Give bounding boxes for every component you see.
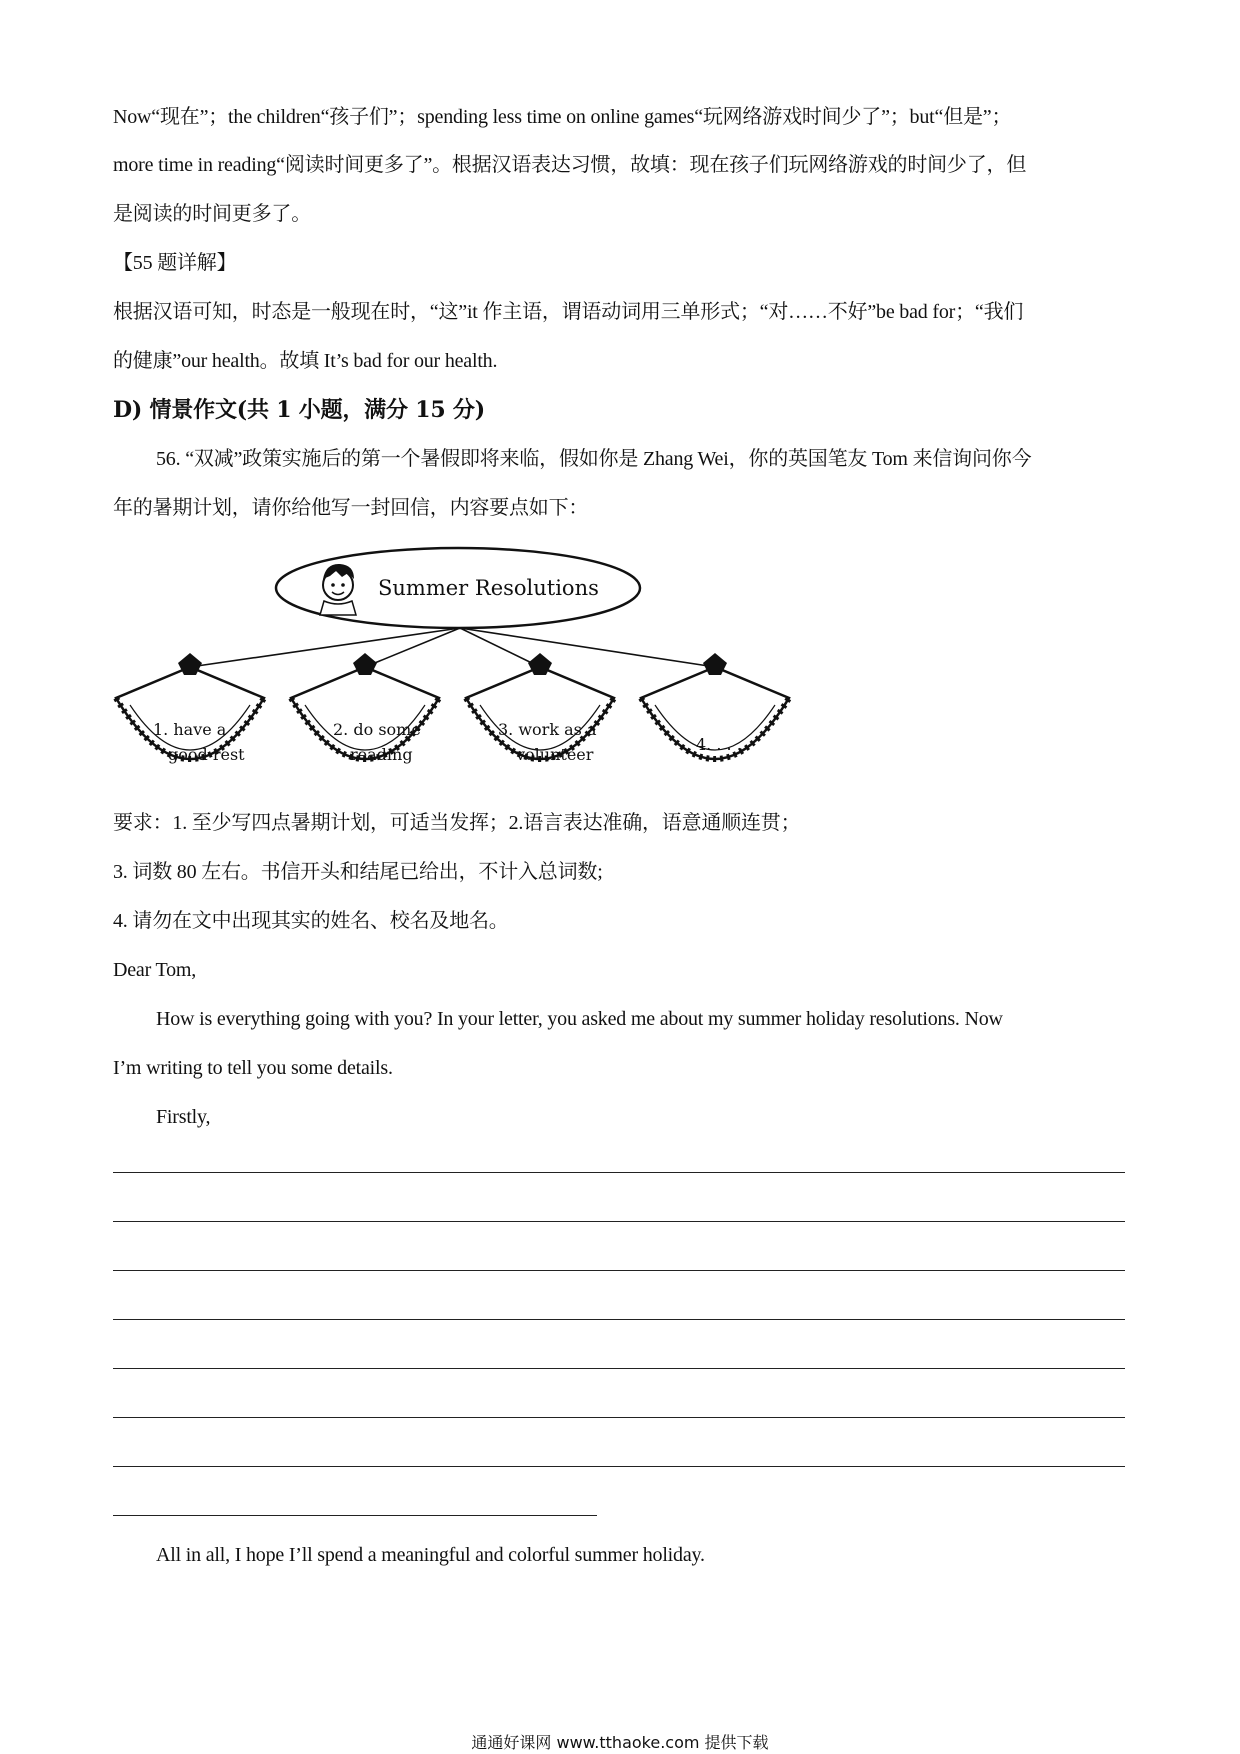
- fan-1-line-2: good rest: [168, 745, 245, 764]
- answer-explanation-line-2: more time in reading“阅读时间更多了”。根据汉语表达习惯，故填：现在孩子们玩网络游戏的时间少了，但: [113, 154, 1027, 176]
- letter-paragraph-line-1: How is everything going with you? In your letter, you asked me about my summer holiday resolutions. Now: [156, 1008, 1003, 1030]
- requirement-line-1: 要求：1. 至少写四点暑期计划，可适当发挥；2.语言表达准确，语意通顺连贯；: [113, 812, 801, 834]
- resolution-fan-1: [116, 653, 264, 764]
- question-55-explanation-line-2: 的健康”our health。故填 It’s bad for our health.: [113, 350, 498, 372]
- writing-line: [113, 1466, 1125, 1467]
- answer-explanation-line-3: 是阅读的时间更多了。: [113, 203, 311, 225]
- letter-closing: All in all, I hope I’ll spend a meaningful and colorful summer holiday.: [156, 1544, 705, 1566]
- writing-line: [113, 1270, 1125, 1271]
- writing-line: [113, 1221, 1125, 1222]
- resolution-fan-4: [641, 653, 789, 759]
- writing-line: [113, 1368, 1125, 1369]
- question-56-line-2: 年的暑期计划，请你给他写一封回信，内容要点如下：: [113, 497, 589, 519]
- question-55-explanation-line-1: 根据汉语可知，时态是一般现在时，“这”it 作主语，谓语动词用三单形式；“对……不好”be bad for；“我们: [113, 301, 1024, 323]
- page-footer: 通通好课网 www.tthaoke.com 提供下载: [471, 1733, 769, 1752]
- writing-line: [113, 1172, 1125, 1173]
- letter-salutation: Dear Tom,: [113, 959, 197, 981]
- question-56-line-1: 56. “双减”政策实施后的第一个暑假即将来临，假如你是 Zhang Wei，你的英国笔友 Tom 来信询问你今: [156, 448, 1032, 470]
- writing-line: [113, 1417, 1125, 1418]
- letter-paragraph-line-2: I’m writing to tell you some details.: [113, 1057, 393, 1079]
- question-55-heading: 【55 题详解】: [113, 252, 237, 274]
- summer-resolutions-diagram: [108, 545, 828, 795]
- writing-line: [113, 1319, 1125, 1320]
- letter-firstly: Firstly,: [156, 1106, 211, 1128]
- diagram-title: Summer Resolutions: [378, 576, 599, 600]
- resolution-fan-2: [291, 653, 439, 764]
- fan-3-line-2: volunteer: [516, 745, 594, 764]
- fan-4-line-1: 4. . . .: [696, 735, 742, 754]
- requirement-line-2: 3. 词数 80 左右。书信开头和结尾已给出，不计入总词数;: [113, 861, 603, 883]
- fan-2-line-1: 2. do some: [333, 720, 421, 739]
- fan-3-line-1: 3. work as a: [498, 720, 597, 739]
- answer-explanation-line-1: Now“现在”；the children“孩子们”；spending less time on online games“玩网络游戏时间少了”；but“但是”；: [113, 106, 1012, 128]
- fan-1-line-1: 1. have a: [153, 720, 227, 739]
- fan-2-line-2: reading: [350, 745, 413, 764]
- requirement-line-3: 4. 请勿在文中出现其实的姓名、校名及地名。: [113, 910, 509, 932]
- resolution-fan-3: [466, 653, 614, 764]
- section-d-heading: D) 情景作文(共 1 小题，满分 15 分): [113, 397, 485, 423]
- writing-line-short: [113, 1515, 597, 1516]
